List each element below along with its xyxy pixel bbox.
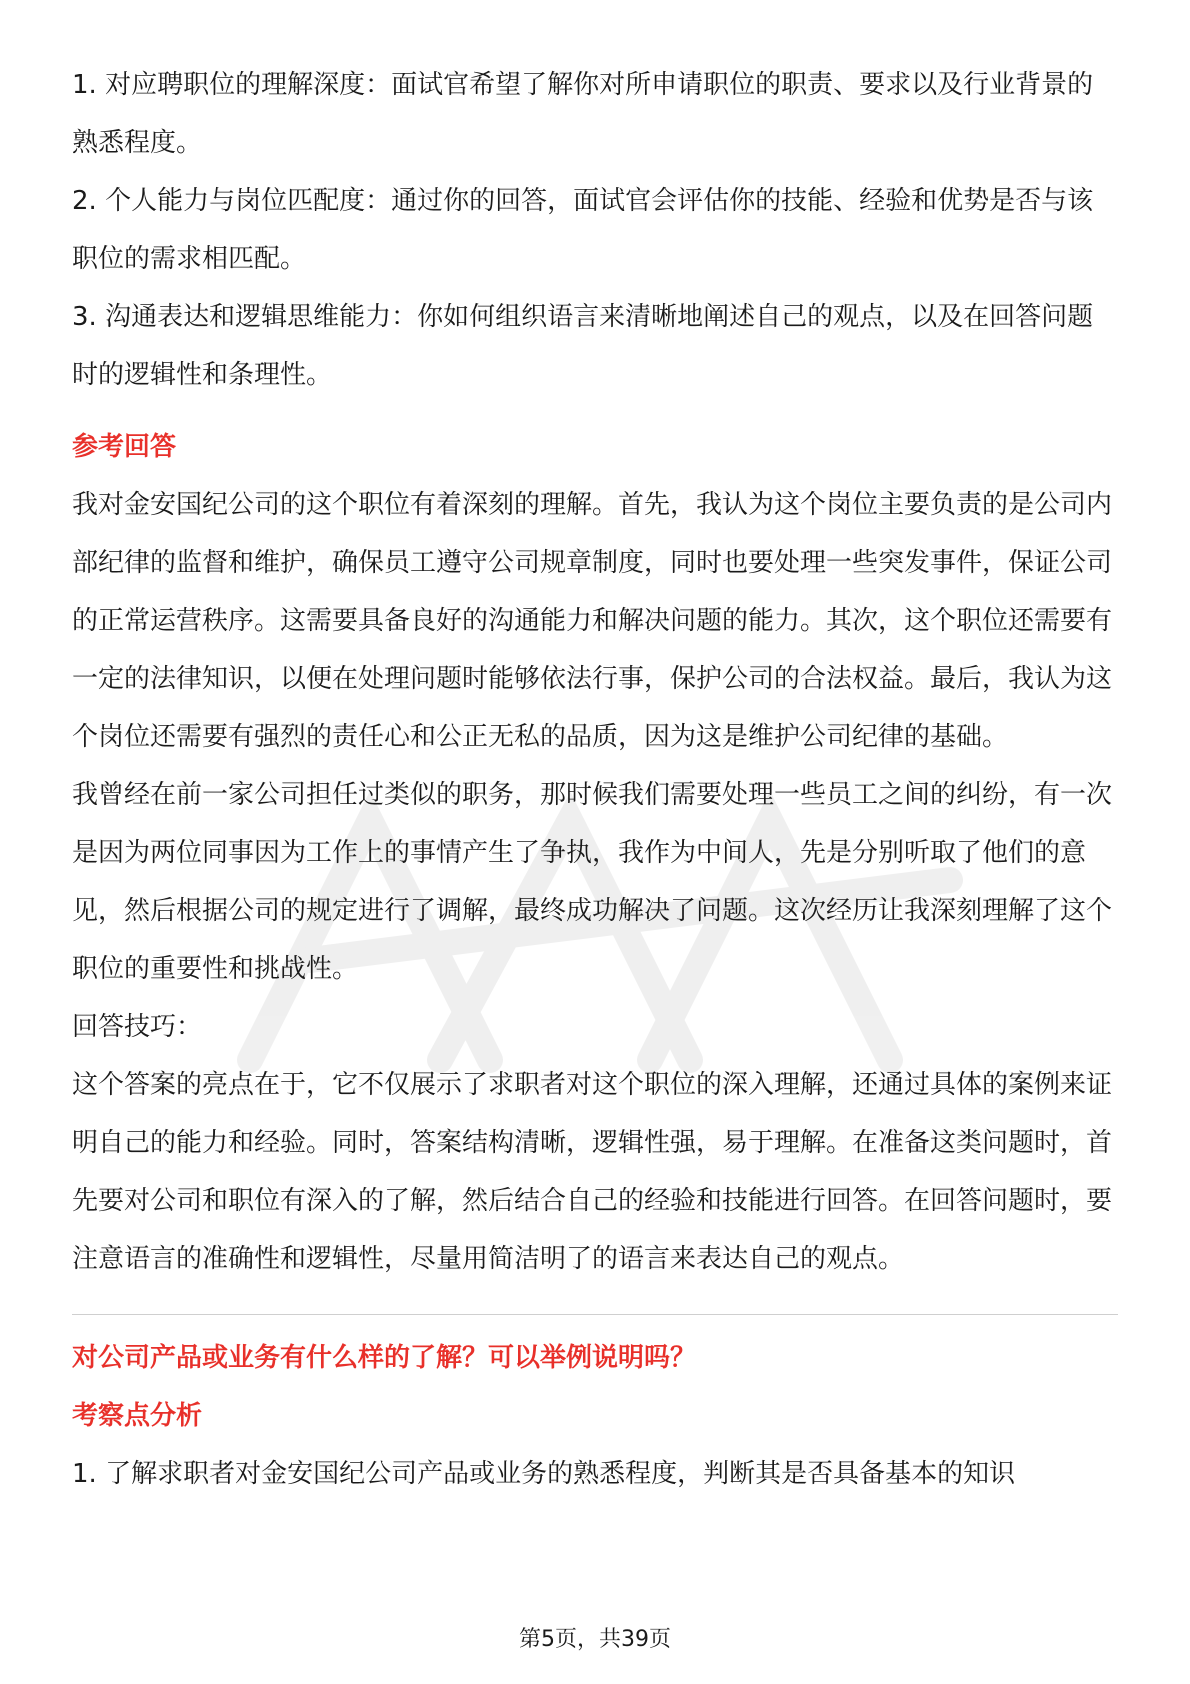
- tips-paragraph: 这个答案的亮点在于，它不仅展示了求职者对这个职位的深入理解，还通过具体的案例来证明自己的能力和经验。同时，答案结构清晰，逻辑性强，易于理解。在准备这类问题时，首先要对公司和职位有深入的了解，然后结合自己的经验和技能进行回答。在回答问题时，要注意语言的准确性和逻辑性，尽量用简洁明了的语言来表达自己的观点。: [72, 1070, 1113, 1274]
- point-item-1: 1. 对应聘职位的理解深度：面试官希望了解你对所申请职位的职责、要求以及行业背景的熟悉程度。: [72, 70, 1094, 158]
- page-number: 第5页，共39页: [519, 1627, 671, 1652]
- analysis-heading: 考察点分析: [72, 1401, 203, 1431]
- point-item-3: 3. 沟通表达和逻辑思维能力：你如何组织语言来清晰地阐述自己的观点，以及在回答问题时的逻辑性和条理性。: [72, 302, 1094, 390]
- tips-label: 回答技巧：: [72, 1012, 203, 1042]
- reference-answer-heading: 参考回答: [72, 432, 177, 462]
- question-title: 对公司产品或业务有什么样的了解？可以举例说明吗？: [72, 1343, 697, 1373]
- point-item-2: 2. 个人能力与岗位匹配度：通过你的回答，面试官会评估你的技能、经验和优势是否与该职位的需求相匹配。: [72, 186, 1094, 274]
- analysis-item-1: 1. 了解求职者对金安国纪公司产品或业务的熟悉程度，判断其是否具备基本的知识: [72, 1459, 1016, 1489]
- answer-paragraph-1: 我对金安国纪公司的这个职位有着深刻的理解。首先，我认为这个岗位主要负责的是公司内部纪律的监督和维护，确保员工遵守公司规章制度，同时也要处理一些突发事件，保证公司的正常运营秩序。这需要具备良好的沟通能力和解决问题的能力。其次，这个职位还需要有一定的法律知识，以便在处理问题时能够依法行事，保护公司的合法权益。最后，我认为这个岗位还需要有强烈的责任心和公正无私的品质，因为这是维护公司纪律的基础。: [72, 490, 1113, 752]
- section-divider: [72, 1314, 1118, 1315]
- content-area: [72, 56, 1118, 1503]
- answer-paragraph-2: 我曾经在前一家公司担任过类似的职务，那时候我们需要处理一些员工之间的纠纷，有一次是因为两位同事因为工作上的事情产生了争执，我作为中间人，先是分别听取了他们的意见，然后根据公司的规定进行了调解，最终成功解决了问题。这次经历让我深刻理解了这个职位的重要性和挑战性。: [72, 780, 1113, 984]
